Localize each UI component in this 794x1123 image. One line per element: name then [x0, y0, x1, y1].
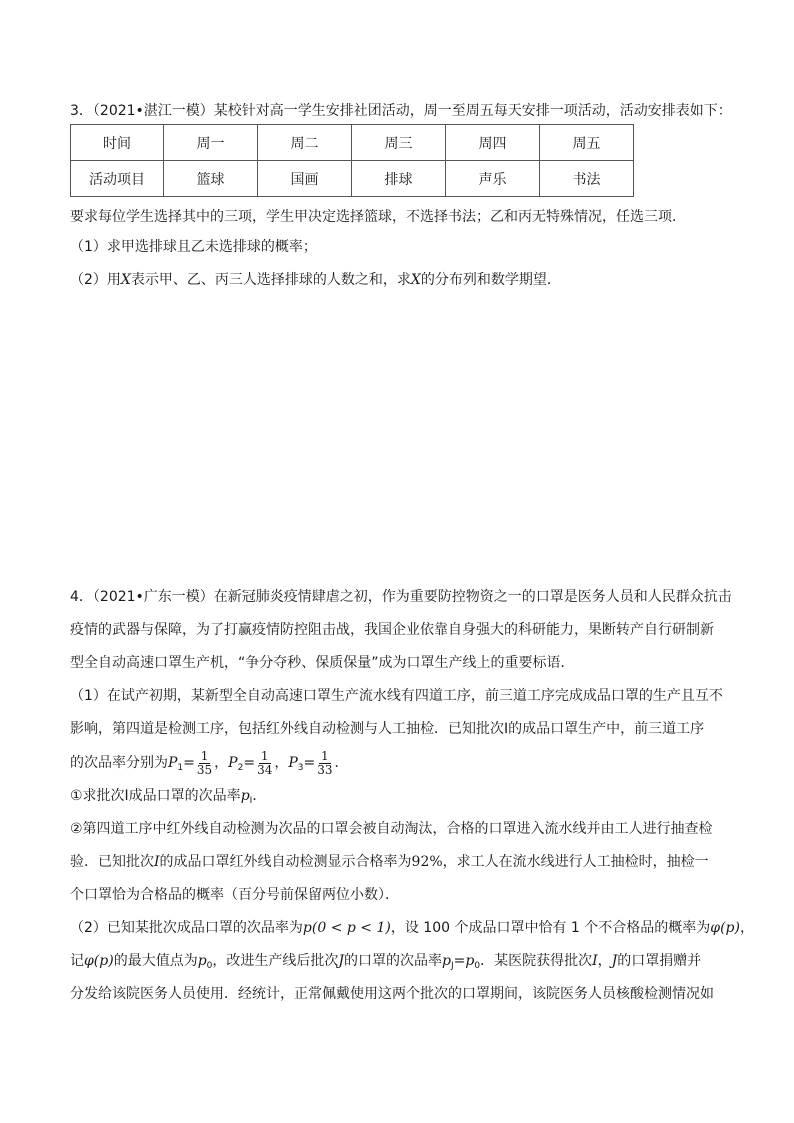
q4-line5: 影响，第四道是检测工序，包括红外线自动检测与人工抽检．已知批次Ⅰ的成品口罩生产中，前三道工序 — [70, 721, 705, 737]
table-cell: 周四 — [446, 125, 540, 161]
text: 的次品率分别为 — [70, 755, 168, 771]
frac-num: 1 — [260, 748, 269, 763]
text: （2）已知某批次成品口罩的次品率为 — [70, 920, 303, 936]
math-var: p — [442, 953, 451, 969]
frac-num: 1 — [200, 748, 209, 763]
math-expr: φ(p) — [710, 920, 740, 936]
q3-line2: 要求每位学生选择其中的三项，学生甲决定选择篮球，不选择书法；乙和丙无特殊情况，任选三项． — [70, 209, 686, 225]
math-var: J — [338, 953, 345, 969]
q4-line1: 4．（2021•广东一模）在新冠肺炎疫情肆虐之初，作为重要防控物资之一的口罩是医务人员和人民群众抗击 — [70, 589, 732, 605]
table-cell: 排球 — [352, 161, 446, 197]
table-cell: 声乐 — [446, 161, 540, 197]
q4-line8: ②第四道工序中红外线自动检测为次品的口罩会被自动淘汰，合格的口罩进入流水线并由工人进行抽查检 — [70, 821, 713, 837]
math-var: J — [611, 953, 618, 969]
text: 表示甲、乙、丙三人选择排球的人数之和，求 — [130, 272, 411, 288]
subscript: J — [451, 961, 454, 971]
text: 验．已知批次 — [70, 854, 154, 870]
math-var: p — [240, 788, 250, 804]
q4-line2: 疫情的武器与保障，为了打赢疫情防控阻击战，我国企业依靠自身强大的科研能力，果断转产自行研制新 — [70, 622, 714, 638]
math-op: = — [303, 755, 316, 771]
q4-line4: （1）在试产初期，某新型全自动高速口罩生产流水线有四道工序，前三道工序完成成品口罩的生产且互不 — [70, 688, 723, 704]
frac-num: 1 — [321, 748, 329, 763]
math-expr: p(0 < p < 1) — [302, 920, 391, 936]
text: ． — [334, 755, 349, 771]
table-cell: 篮球 — [164, 161, 258, 197]
table-cell: 书法 — [540, 161, 634, 197]
q4-line7 — [70, 786, 266, 811]
q3-intro: 3．（2021•湛江一模）某校针对高一学生安排社团活动，周一至周五每天安排一项活动，活动安排表如下： — [70, 103, 732, 119]
text: 的分布列和数学期望． — [420, 272, 561, 288]
subscript: 1 — [177, 763, 184, 773]
math-op: = — [183, 755, 195, 771]
frac-den: 34 — [257, 762, 273, 777]
q4-line3: 型全自动高速口罩生产机，“争分夺秒、保质保量”成为口罩生产线上的重要标语． — [70, 655, 575, 671]
table-row — [71, 125, 634, 161]
math-var: X — [120, 272, 131, 288]
q4-line13: 分发给该院医务人员使用．经统计，正常佩戴使用这两个批次的口罩期间，该院医务人员核酸检测情况如 — [70, 986, 714, 1002]
math-var: p — [197, 953, 207, 969]
text: 的口罩捐赠并 — [617, 953, 702, 969]
text: ，求工人在流水线进行人工抽检时，抽检一 — [442, 854, 709, 870]
table-cell: 活动项目 — [71, 161, 164, 197]
math-var: P — [228, 755, 238, 771]
table-cell: 国画 — [258, 161, 352, 197]
text: （2）用 — [70, 272, 121, 288]
fraction — [317, 750, 332, 777]
percent-value: 92% — [411, 854, 443, 870]
math-op: = — [243, 755, 256, 771]
math-var: P — [168, 755, 178, 771]
table-cell: 周五 — [540, 125, 634, 161]
math-var: I — [154, 854, 160, 870]
table-cell: 周二 — [258, 125, 352, 161]
text: ， — [274, 755, 289, 771]
table-row — [71, 161, 634, 197]
q4-line11 — [70, 918, 754, 938]
text: 某医院获得批次 — [494, 953, 593, 969]
math-var: I — [592, 953, 598, 969]
subscript: Ⅰ — [249, 796, 253, 806]
subscript: 0 — [206, 961, 213, 971]
math-op: = — [453, 953, 466, 969]
text: ， — [739, 920, 754, 936]
math-expr: φ(p) — [84, 953, 114, 969]
text: 的口罩的次品率 — [344, 953, 443, 969]
text: ． — [252, 788, 267, 804]
math-var: p — [465, 953, 475, 969]
q4-line9 — [70, 852, 709, 872]
math-var: P — [288, 755, 298, 771]
subscript: 2 — [237, 763, 244, 773]
text: ， — [214, 755, 229, 771]
activity-schedule-table — [70, 124, 634, 197]
text: ①求批次Ⅰ成品口罩的次品率 — [70, 788, 241, 804]
text: 记 — [70, 953, 84, 969]
subscript: 0 — [474, 961, 481, 971]
q3-part1: （1）求甲选排球且乙未选排球的概率； — [70, 239, 317, 255]
text: ，设 100 个成品口罩中恰有 1 个不合格品的概率为 — [390, 920, 711, 936]
text: ． — [480, 953, 495, 969]
table-cell: 时间 — [71, 125, 164, 161]
text: ，改进生产线后批次 — [212, 953, 339, 969]
q4-line12 — [70, 951, 701, 976]
math-var: X — [410, 272, 421, 288]
text: ， — [597, 953, 612, 969]
q4-line6 — [70, 748, 349, 783]
frac-den: 33 — [317, 762, 333, 777]
table-cell: 周三 — [352, 125, 446, 161]
fraction — [197, 750, 212, 777]
text: 的最大值点为 — [113, 953, 198, 969]
q3-part2 — [70, 270, 561, 290]
table-cell: 周一 — [164, 125, 258, 161]
fraction — [257, 750, 272, 777]
frac-den: 35 — [196, 762, 213, 777]
subscript: 3 — [297, 763, 304, 773]
text: 的成品口罩红外线自动检测显示合格率为 — [159, 854, 412, 870]
q4-line10: 个口罩恰为合格品的概率（百分号前保留两位小数）． — [70, 887, 399, 903]
